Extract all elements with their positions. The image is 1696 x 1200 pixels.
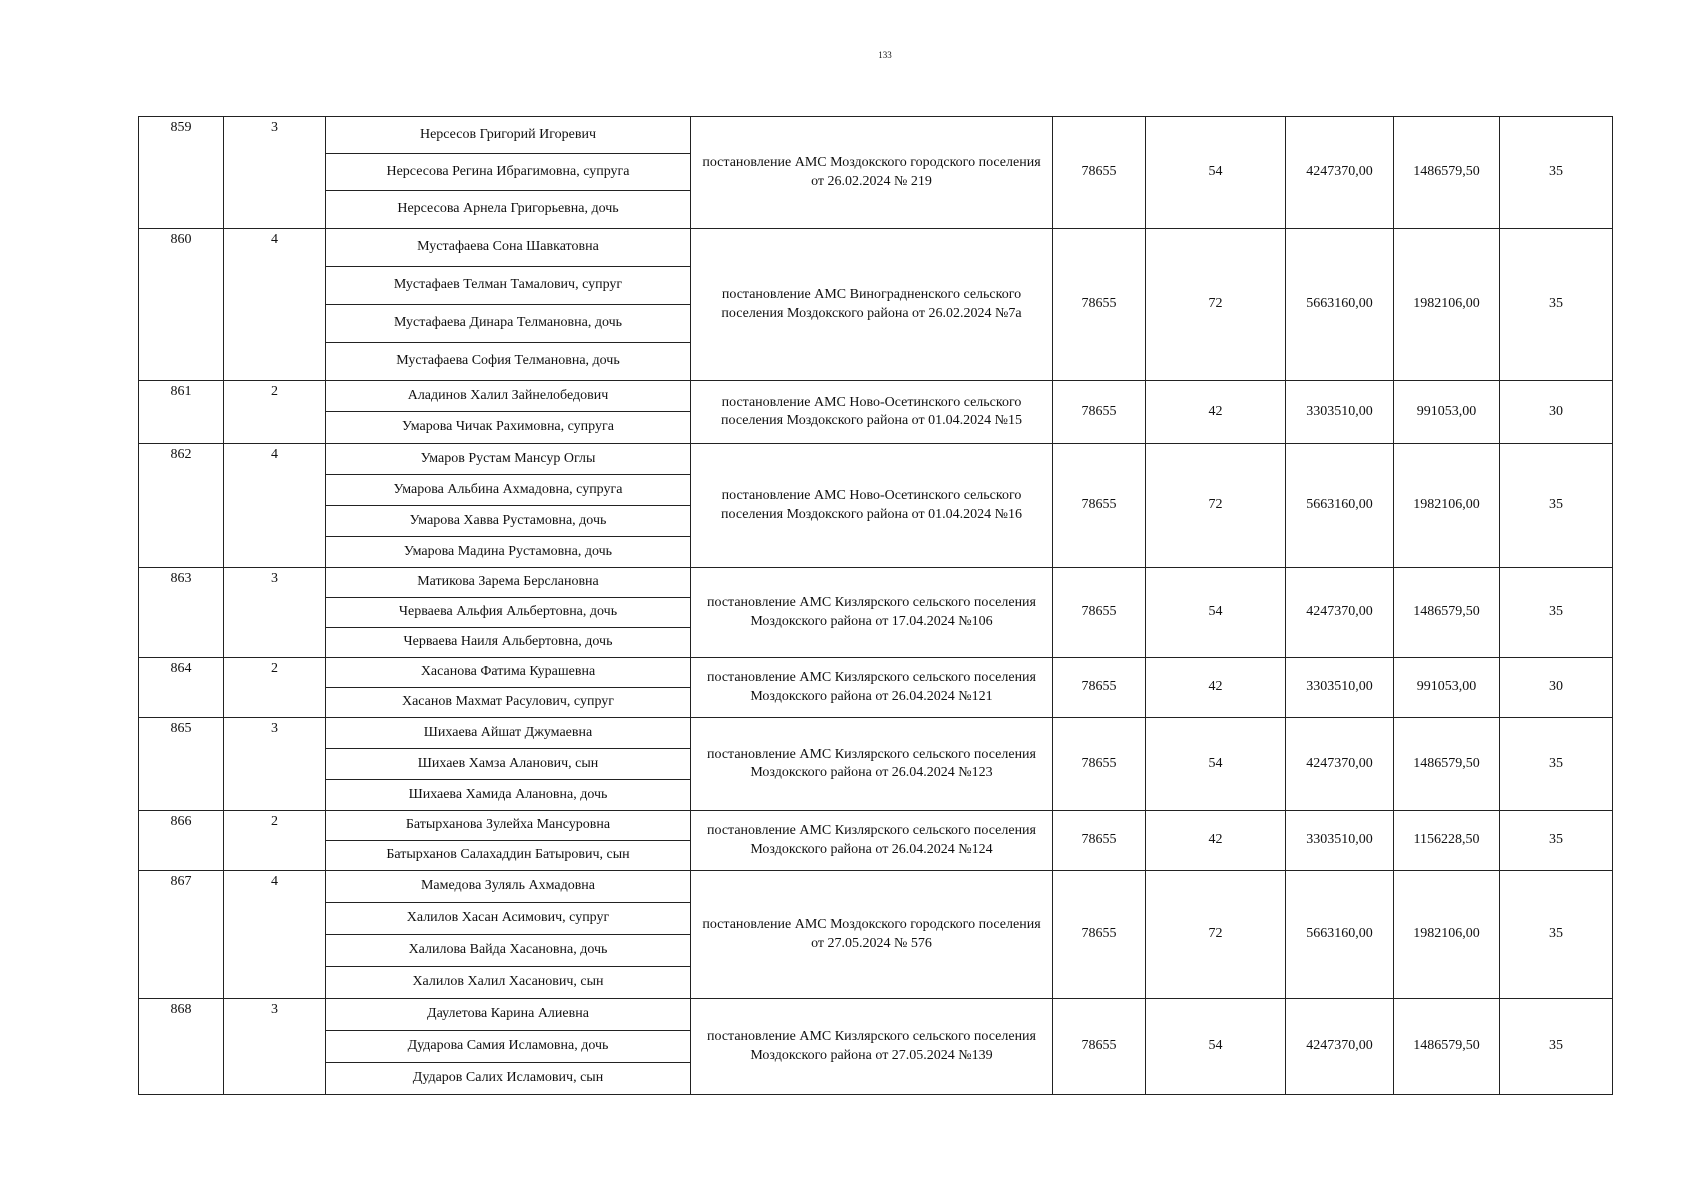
family-member-name: Умаров Рустам Мансур Оглы [326,444,690,475]
value-cell-1: 78655 [1053,444,1146,568]
value-cell-5: 30 [1500,658,1613,718]
value-cell-3: 5663160,00 [1286,229,1394,381]
family-size-cell: 4 [224,444,326,568]
row-number-cell: 863 [139,568,224,658]
value-cell-1: 78655 [1053,999,1146,1095]
row-number-cell: 862 [139,444,224,568]
value-cell-5: 30 [1500,381,1613,444]
value-cell-2: 54 [1146,718,1286,811]
family-member-name: Нерсесова Арнела Григорьевна, дочь [397,200,619,216]
value-cell-4: 1486579,50 [1394,999,1500,1095]
value-cell-2: 54 [1146,999,1286,1095]
value-cell-2: 54 [1146,568,1286,658]
row-number-cell: 864 [139,658,224,718]
family-member-name: Дударова Самия Исламовна, дочь [326,1031,690,1063]
table-row [139,871,1613,999]
decree-cell: постановление АМС Ново-Осетинского сельского поселения Моздокского района от 01.04.2024 №15 [691,381,1053,444]
family-member-name: Шихаева Хамида Алановна, дочь [408,786,608,802]
family-member-name: Матикова Зарема Берслановна [326,568,690,598]
value-cell-5: 35 [1500,871,1613,999]
family-members-cell [326,658,691,718]
family-members-cell [326,381,691,444]
value-cell-2: 72 [1146,444,1286,568]
table-row [139,658,1613,718]
family-size-cell: 2 [224,658,326,718]
family-size-cell: 3 [224,568,326,658]
family-member-name: Умарова Чичак Рахимовна, супруга [402,418,614,434]
value-cell-3: 5663160,00 [1286,871,1394,999]
family-member-name: Умарова Мадина Рустамовна, дочь [403,543,613,559]
decree-cell: постановление АМС Кизлярского сельского поселения Моздокского района от 26.04.2024 №123 [691,718,1053,811]
family-member-name: Аладинов Халил Зайнелобедович [326,381,690,412]
family-size-cell: 2 [224,381,326,444]
table-row [139,568,1613,658]
family-size-cell: 4 [224,871,326,999]
family-size-cell: 3 [224,718,326,811]
family-members-cell [326,718,691,811]
value-cell-4: 1156228,50 [1394,811,1500,871]
value-cell-5: 35 [1500,444,1613,568]
value-cell-1: 78655 [1053,658,1146,718]
table-body [139,117,1613,1095]
value-cell-5: 35 [1500,117,1613,229]
value-cell-4: 1486579,50 [1394,117,1500,229]
value-cell-4: 991053,00 [1394,381,1500,444]
value-cell-2: 42 [1146,381,1286,444]
value-cell-5: 35 [1500,718,1613,811]
value-cell-4: 991053,00 [1394,658,1500,718]
value-cell-5: 35 [1500,229,1613,381]
family-members-cell [326,999,691,1095]
table-row [139,999,1613,1095]
family-member-name: Мустафаева София Телмановна, дочь [396,353,620,369]
family-member-name: Черваева Наиля Альбертовна, дочь [403,634,613,650]
decree-cell: постановление АМС Кизлярского сельского поселения Моздокского района от 27.05.2024 №139 [691,999,1053,1095]
table-row [139,381,1613,444]
value-cell-3: 3303510,00 [1286,658,1394,718]
value-cell-1: 78655 [1053,117,1146,229]
family-size-cell: 3 [224,999,326,1095]
row-number-cell: 867 [139,871,224,999]
value-cell-1: 78655 [1053,381,1146,444]
row-number-cell: 860 [139,229,224,381]
decree-cell: постановление АМС Моздокского городского поселения от 27.05.2024 № 576 [691,871,1053,999]
table-row [139,229,1613,381]
value-cell-1: 78655 [1053,811,1146,871]
value-cell-4: 1486579,50 [1394,568,1500,658]
family-size-cell: 3 [224,117,326,229]
value-cell-5: 35 [1500,568,1613,658]
page-number: 133 [878,50,892,60]
value-cell-1: 78655 [1053,718,1146,811]
value-cell-1: 78655 [1053,871,1146,999]
value-cell-4: 1982106,00 [1394,444,1500,568]
family-member-name: Даулетова Карина Алиевна [326,999,690,1031]
value-cell-4: 1982106,00 [1394,229,1500,381]
family-members-cell [326,229,691,381]
row-number-cell: 866 [139,811,224,871]
family-member-name: Халилов Хасан Асимович, супруг [326,903,690,935]
family-members-cell [326,811,691,871]
family-members-cell [326,568,691,658]
family-members-cell [326,871,691,999]
value-cell-3: 4247370,00 [1286,568,1394,658]
value-cell-2: 42 [1146,658,1286,718]
family-member-name: Мустафаева Сона Шавкатовна [326,229,690,267]
family-size-cell: 4 [224,229,326,381]
row-number-cell: 859 [139,117,224,229]
value-cell-3: 3303510,00 [1286,381,1394,444]
row-number-cell: 868 [139,999,224,1095]
row-number-cell: 865 [139,718,224,811]
family-member-name: Умарова Хавва Рустамовна, дочь [326,506,690,537]
family-members-cell [326,117,691,229]
family-member-name: Мамедова Зуляль Ахмадовна [326,871,690,903]
table-row [139,444,1613,568]
value-cell-3: 5663160,00 [1286,444,1394,568]
decree-cell: постановление АМС Моздокского городского поселения от 26.02.2024 № 219 [691,117,1053,229]
family-member-name: Мустафаев Телман Тамалович, супруг [326,267,690,305]
value-cell-4: 1982106,00 [1394,871,1500,999]
value-cell-2: 54 [1146,117,1286,229]
value-cell-1: 78655 [1053,568,1146,658]
family-member-name: Дударов Салих Исламович, сын [412,1070,604,1086]
value-cell-4: 1486579,50 [1394,718,1500,811]
family-member-name: Батырханова Зулейха Мансуровна [326,811,690,841]
table-row [139,811,1613,871]
family-member-name: Умарова Альбина Ахмадовна, супруга [326,475,690,506]
value-cell-3: 3303510,00 [1286,811,1394,871]
value-cell-2: 42 [1146,811,1286,871]
decree-cell: постановление АМС Кизлярского сельского поселения Моздокского района от 26.04.2024 №124 [691,811,1053,871]
family-member-name: Черваева Альфия Альбертовна, дочь [326,598,690,628]
family-member-name: Шихаева Айшат Джумаевна [326,718,690,749]
value-cell-5: 35 [1500,999,1613,1095]
family-member-name: Батырханов Салахаддин Батырович, сын [386,847,630,863]
registry-table [138,116,1613,1095]
table-row [139,117,1613,229]
family-member-name: Хасанов Махмат Расулович, супруг [401,694,615,710]
family-members-cell [326,444,691,568]
decree-cell: постановление АМС Ново-Осетинского сельского поселения Моздокского района от 01.04.2024 №16 [691,444,1053,568]
family-member-name: Хасанова Фатима Курашевна [326,658,690,688]
decree-cell: постановление АМС Кизлярского сельского поселения Моздокского района от 17.04.2024 №106 [691,568,1053,658]
value-cell-5: 35 [1500,811,1613,871]
family-member-name: Халилова Вайда Хасановна, дочь [326,935,690,967]
value-cell-3: 4247370,00 [1286,117,1394,229]
value-cell-3: 4247370,00 [1286,718,1394,811]
decree-cell: постановление АМС Кизлярского сельского поселения Моздокского района от 26.04.2024 №121 [691,658,1053,718]
family-member-name: Нерсесов Григорий Игоревич [326,117,690,154]
family-size-cell: 2 [224,811,326,871]
value-cell-2: 72 [1146,871,1286,999]
family-member-name: Шихаев Хамза Аланович, сын [326,749,690,780]
decree-cell: постановление АМС Виноградненского сельского поселения Моздокского района от 26.02.2024 №7а [691,229,1053,381]
family-member-name: Нерсесова Регина Ибрагимовна, супруга [326,154,690,191]
value-cell-2: 72 [1146,229,1286,381]
value-cell-3: 4247370,00 [1286,999,1394,1095]
row-number-cell: 861 [139,381,224,444]
table-row [139,718,1613,811]
value-cell-1: 78655 [1053,229,1146,381]
family-member-name: Халилов Халил Хасанович, сын [412,974,604,990]
family-member-name: Мустафаева Динара Телмановна, дочь [326,305,690,343]
